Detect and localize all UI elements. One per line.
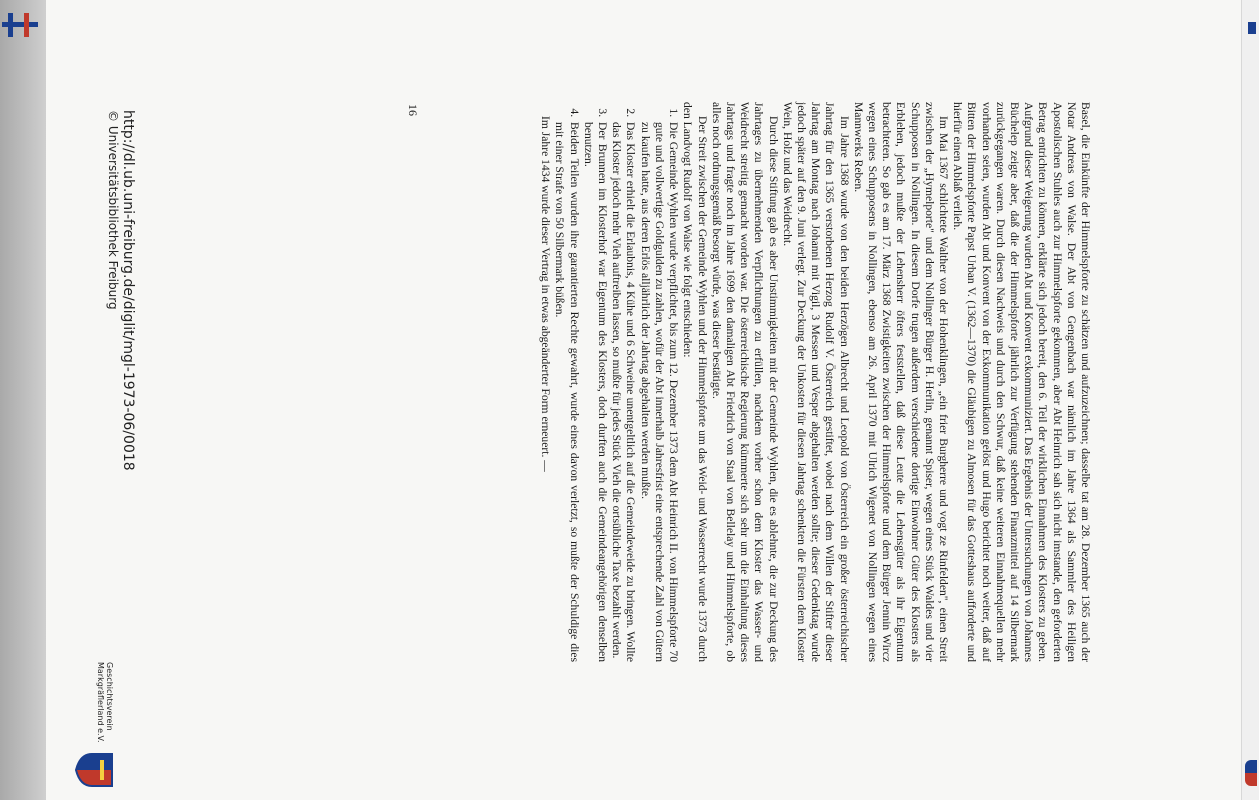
library-logo-icon: [2, 10, 38, 40]
left-viewer-margin: [0, 0, 46, 800]
right-viewer-bar: [1241, 0, 1259, 800]
copyright-notice: © Universitätsbibliothek Freiburg: [106, 110, 120, 310]
permalink-url[interactable]: http://dl.ub.uni-freiburg.de/diglit/mgl-1973-06/0018: [120, 110, 136, 471]
sponsor-line-1: Geschichtsverein: [105, 662, 114, 731]
sponsor-line-2: Markgräflerland e.V.: [96, 662, 105, 743]
list-item: 3. Der Brunnen im Klosterhof war Eigentum des Klosters, doch durften auch die Gemeindeangehörigen denselben benutzen.: [581, 120, 609, 662]
paragraph-1: Basel, die Einkünfte der Himmelspforte zu schätzen und aufzuzeichnen; dasselbe tat am 28. Dezember 1365 auch der Notar Andreas von Walse. Der Abt von Gengenbach war nämlich im Jahre 1364 als Sammler des Heiligen Apostolischen Stuhles auch zur Himmelspforte gekommen, aber Abt Heinrich sah sich nicht imstande, den geforderten Betrag entrichten zu können, erklärte sich jedoch bereit, den 6. Teil der wirklichen Einnahmen des Klosters zu geben. Aufgrund dieser Weigerung wurden Abt und Konvent exkommuniziert. Das Ergebnis der Untersuchungen von Johannes Büchelер zeigte aber, daß die der Himmelspforte jährlich zur Verfügung stehenden Finanzmittel auf 14 Silbermark zurückgegangen waren. Durch diesen Nachweis und durch den Schwur, daß keine weiteren Einnahmequellen mehr vorhanden seien, wurden Abt und Konvent von der Exkommunikation gelöst und Hugo berichtet noch weiter, daß auf Bitten der Himmelspforte Papst Urban V. (1362—1370) die Gläubigen zu Almosen für das Gotteshaus aufforderte und hierfür einen Ablaß verlieh.: [951, 102, 1092, 662]
list-item: 2. Das Kloster erhielt die Erlaubnis, 4 Kühe und 6 Schweine unentgeltlich auf die Gemeindeweide zu bringen. Wollte das Kloster jedoch mehr Vieh auftreiben lassen, so mußte für jedes Stück Vieh die ortsübliche Taxe bezahlt werden.: [609, 120, 637, 662]
paragraph-3: Im Jahre 1368 wurde von den beiden Herzögen Albrecht und Leopold von Österreich ein großer österreichischer Jahrtag für den 1365 verstorbenen Herzog Rudolf V. Österreich gestiftet, wobei nach dem Willen der Stifter dieser Jahrtag am Montag nach Johanni mit Vigil, 3 Messen und Vesper abgehalten werden sollte; dieser Gedenktag wurde jedoch später auf den 9. Juni verlegt. Zur Deckung der Unkosten für diesen Jahrtag schenkten die Fürsten dem Kloster Wein, Holz und das Weidrecht.: [780, 102, 851, 662]
scanned-page: [46, 0, 1242, 800]
seal-icon: [1245, 760, 1257, 786]
paragraph-2: Im Mai 1367 schlichtete Walther von der Hohenklingen, „ein frier Burgherre und vogt ze Rinfelden", einen Streit zwischen der „Hymelporte" und dem Nollinger Bürger H. Herlin, genannt Spiser, wegen eines Stück Waldes und vier Schupposen in Nollingen. In diesem Dorfe trugen außerdem verschiedene dortige Einwohner Güter des Klosters als Erblehen, jedoch mußte der Lehensherr öfters feststellen, daß diese Leute die Lehensgüter als ihr Eigentum betrachteten. So gab es am 17. März 1368 Zwistigkeiten zwischen der Himmelspforte und dem Bürger Jennin Wircz wegen eines Schupposens in Nollingen, ebenso am 26. April 1370 mit Ulrich Wigenet von Nollingen wegen eines Mannwerks Reben.: [851, 102, 950, 662]
paragraph-4: Durch diese Stiftung gab es aber Unstimmigkeiten mit der Gemeinde Wyhlen, die es ablehnte, die zur Deckung des Jahrtages zu übernehmenden Verpflichtungen zu erfüllen, nachdem vorher schon dem Kloster das Wasser- und Weidrecht streitig gemacht worden war. Die österreichische Regierung kümmerte sich sehr um die Einhaltung dieses Jahrtags und fragte noch im Jahre 1699 den damaligen Abt Friedrich von Staal von Bellelay und Himmelspforte, ob alles noch ordnungsgemäß besorgt würde, was dieser bestätigte.: [709, 102, 780, 662]
page-number: 16: [406, 104, 420, 116]
closing-paragraph: Im Jahre 1434 wurde dieser Vertrag in etwas abgeänderter Form erneuert. —: [539, 116, 553, 472]
verdict-list: [552, 102, 680, 662]
paragraph-5: Der Streit zwischen der Gemeinde Wyhlen und der Himmelspforte um das Weid- und Wasserrecht wurde 1373 durch den Landvogt Rudolf von Walse wie folgt entschieden:: [681, 102, 709, 662]
coat-of-arms-icon: [74, 752, 114, 788]
list-item: 1. Die Gemeinde Wyhlen wurde verpflichtet, bis zum 12. Dezember 1373 dem Abt Heinrich II. von Himmelspforte 70 gute und vollwertige Goldgulden zu zahlen, wofür der Abt innerhalb Jahresfrist eine entsprechende Zahl von Gütern zu kaufen hatte, aus deren Erlös alljährlich der Jahrtag abgehalten werden mußte.: [638, 120, 681, 662]
article-body: [538, 102, 1092, 662]
list-item: 4. Beiden Teilen wurden ihre garantierten Rechte gewahrt, wurde eines davon verletzt, so mußte der Schuldige dies mit einer Strafe von 50 Silbermark büßen.: [552, 120, 580, 662]
bookmark-icon[interactable]: [1248, 22, 1256, 34]
rotated-page-content: [46, 0, 1242, 800]
